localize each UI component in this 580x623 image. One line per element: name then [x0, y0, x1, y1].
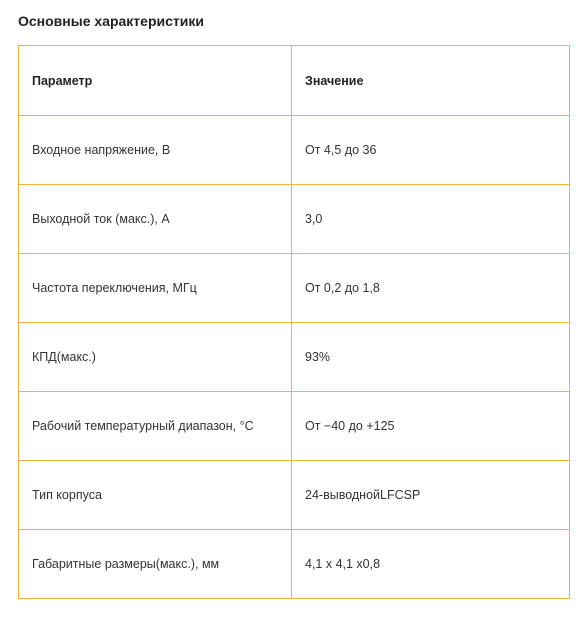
table-row: [19, 254, 570, 323]
table-row: [19, 461, 570, 530]
specs-table: [18, 45, 570, 599]
cell-parameter: Входное напряжение, В: [19, 116, 292, 185]
cell-value: 24-выводнойLFCSP: [292, 461, 570, 530]
table-row: [19, 185, 570, 254]
cell-value: 3,0: [292, 185, 570, 254]
table-row: [19, 116, 570, 185]
cell-value: 93%: [292, 323, 570, 392]
table-row: [19, 392, 570, 461]
column-header-value: Значение: [292, 46, 570, 116]
cell-value: 4,1 x 4,1 x0,8: [292, 530, 570, 599]
column-header-parameter: Параметр: [19, 46, 292, 116]
cell-value: От 4,5 до 36: [292, 116, 570, 185]
section-title: Основные характеристики: [18, 13, 204, 29]
cell-parameter: Рабочий температурный диапазон, °С: [19, 392, 292, 461]
cell-parameter: Выходной ток (макс.), А: [19, 185, 292, 254]
cell-value: От 0,2 до 1,8: [292, 254, 570, 323]
cell-value: От −40 до +125: [292, 392, 570, 461]
table-row: [19, 530, 570, 599]
table-row: [19, 323, 570, 392]
cell-parameter: КПД(макс.): [19, 323, 292, 392]
cell-parameter: Габаритные размеры(макс.), мм: [19, 530, 292, 599]
cell-parameter: Частота переключения, МГц: [19, 254, 292, 323]
cell-parameter: Тип корпуса: [19, 461, 292, 530]
table-header-row: [19, 46, 570, 116]
